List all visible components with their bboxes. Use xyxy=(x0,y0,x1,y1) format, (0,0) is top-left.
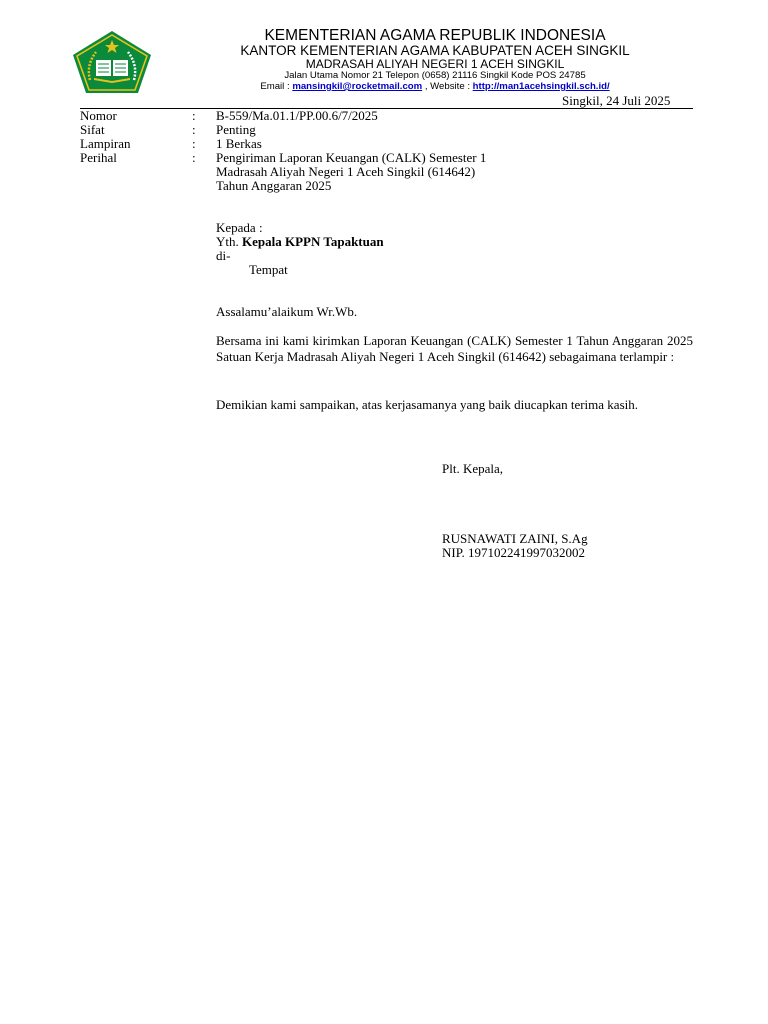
nomor-label: Nomor xyxy=(80,108,117,123)
letter-date: Singkil, 24 Juli 2025 xyxy=(562,93,671,108)
body-paragraph-1: Bersama ini kami kirimkan Laporan Keuangan (CALK) Semester 1 Tahun Anggaran 2025 Satuan Kerja Madrasah Aliyah Negeri 1 Aceh Singkil (614642) sebagaimana terlampir : xyxy=(216,333,693,364)
signature-nip: NIP. 197102241997032002 xyxy=(442,545,586,560)
signature-name: RUSNAWATI ZAINI, S.Ag xyxy=(442,531,588,546)
signature-title: Plt. Kepala, xyxy=(442,461,504,476)
yth-label: Yth. xyxy=(216,234,242,249)
letterhead-school: MADRASAH ALIYAH NEGERI 1 ACEH SINGKIL xyxy=(305,57,565,71)
sifat-label: Sifat xyxy=(80,122,105,137)
lampiran-value: 1 Berkas xyxy=(216,136,262,151)
email-link[interactable]: mansingkil@rocketmail.com xyxy=(292,81,423,92)
email-label: Email : xyxy=(260,81,293,92)
letterhead-address: Jalan Utama Nomor 21 Telepon (0658) 21116 Singkil Kode POS 24785 xyxy=(284,70,586,81)
lampiran-label: Lampiran xyxy=(80,136,131,151)
recipient-line xyxy=(216,235,384,249)
nomor-colon: : xyxy=(192,108,196,123)
perihal-line-2: Madrasah Aliyah Negeri 1 Aceh Singkil (614642) xyxy=(216,164,476,179)
letterhead-contact xyxy=(150,81,720,92)
lampiran-colon: : xyxy=(192,136,196,151)
letterhead-office: KANTOR KEMENTERIAN AGAMA KABUPATEN ACEH SINGKIL xyxy=(240,43,630,58)
website-label: , Website : xyxy=(422,81,473,92)
sifat-value: Penting xyxy=(216,122,256,137)
body-paragraph-2: Demikian kami sampaikan, atas kerjasamanya yang baik diucapkan terima kasih. xyxy=(216,397,638,412)
tempat-label: Tempat xyxy=(249,262,288,277)
perihal-label: Perihal xyxy=(80,150,117,165)
letterhead-ministry: KEMENTERIAN AGAMA REPUBLIK INDONESIA xyxy=(264,27,606,44)
greeting: Assalamu’alaikum Wr.Wb. xyxy=(216,304,358,319)
website-link[interactable]: http://man1acehsingkil.sch.id/ xyxy=(472,81,610,92)
recipient-name: Kepala KPPN Tapaktuan xyxy=(242,234,384,249)
di-label: di- xyxy=(216,248,231,263)
perihal-line-3: Tahun Anggaran 2025 xyxy=(216,178,332,193)
sifat-colon: : xyxy=(192,122,196,137)
letterhead-divider xyxy=(80,108,693,109)
perihal-colon: : xyxy=(192,150,196,165)
perihal-line-1: Pengiriman Laporan Keuangan (CALK) Semester 1 xyxy=(216,150,487,165)
kemenag-logo-icon xyxy=(72,30,152,94)
nomor-value: B-559/Ma.01.1/PP.00.6/7/2025 xyxy=(216,108,378,123)
kepada-label: Kepada : xyxy=(216,220,263,235)
